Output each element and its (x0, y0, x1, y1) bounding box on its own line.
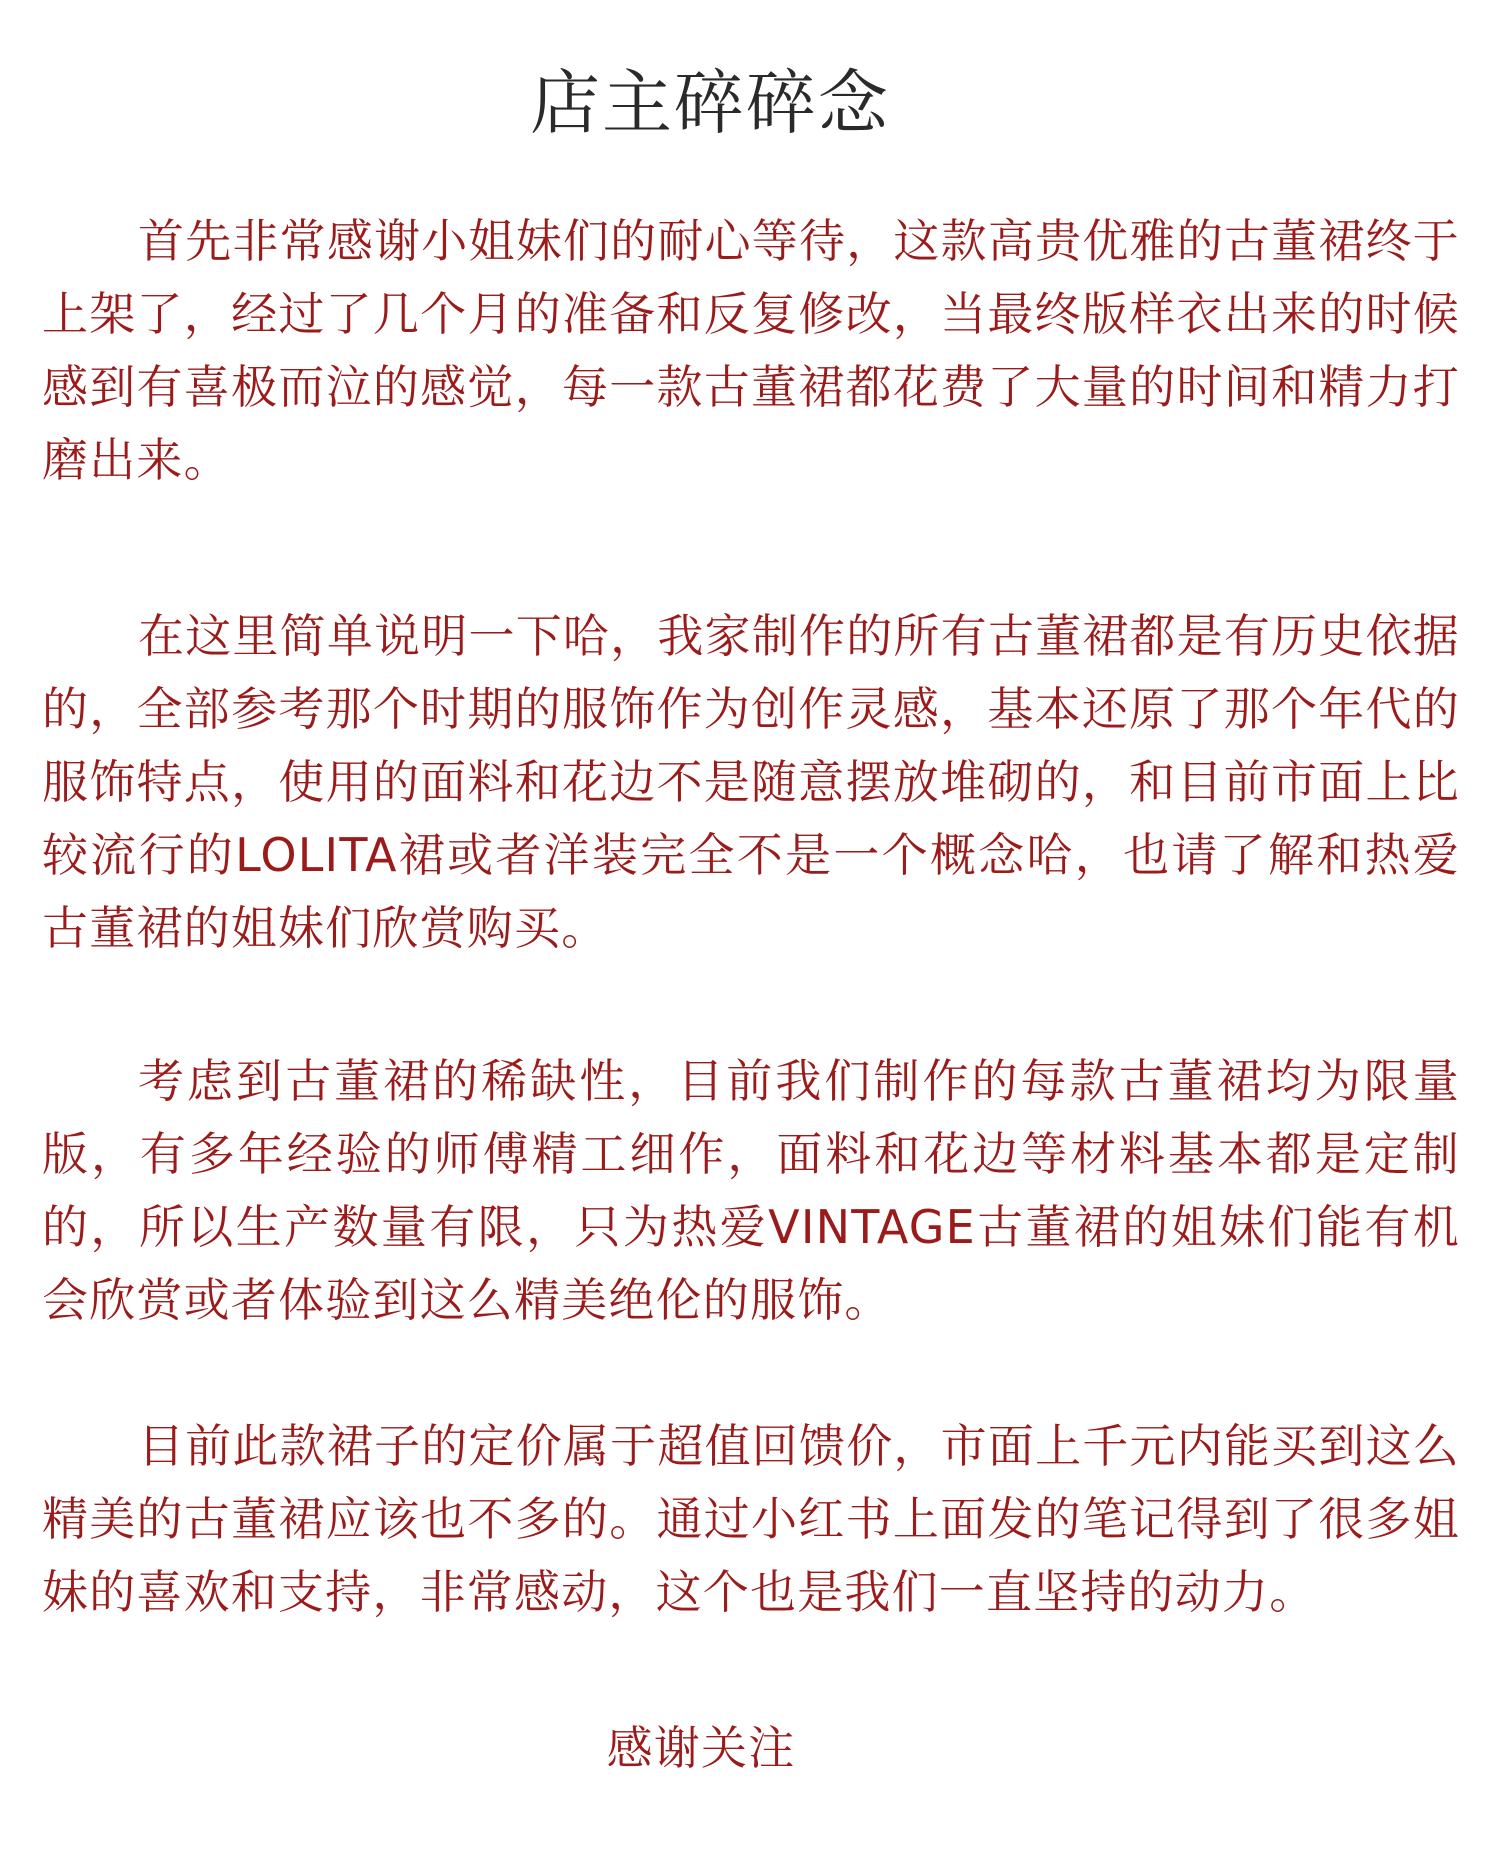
paragraph-pricing: 目前此款裙子的定价属于超值回馈价，市面上千元内能买到这么精美的古董裙应该也不多的。通过小红书上面发的笔记得到了很多姐妹的喜欢和支持，非常感动，这个也是我们一直坚持的动力。 (42, 1419, 1460, 1619)
paragraph-history: 在这里简单说明一下哈，我家制作的所有古董裙都是有历史依据的，全部参考那个时期的服饰作为创作灵感，基本还原了那个年代的服饰特点，使用的面料和花边不是随意摆放堆砌的，和目前市面上比较流行的LOLITA裙或者洋装完全不是一个概念哈，也请了解和热爱古董裙的姐妹们欣赏购买。 (42, 609, 1460, 955)
page-title: 店主碎碎念 (530, 62, 890, 144)
paragraph-limited-edition: 考虑到古董裙的稀缺性，目前我们制作的每款古董裙均为限量版，有多年经验的师傅精工细作，面料和花边等材料基本都是定制的，所以生产数量有限，只为热爱VINTAGE古董裙的姐妹们能有机会欣赏或者体验到这么精美绝伦的服饰。 (42, 1054, 1460, 1327)
closing-note: 感谢关注 (606, 1721, 796, 1775)
paragraph-thanks: 首先非常感谢小姐妹们的耐心等待，这款高贵优雅的古董裙终于上架了，经过了几个月的准备和反复修改，当最终版样衣出来的时候感到有喜极而泣的感觉，每一款古董裙都花费了大量的时间和精力打磨出来。 (42, 214, 1460, 487)
